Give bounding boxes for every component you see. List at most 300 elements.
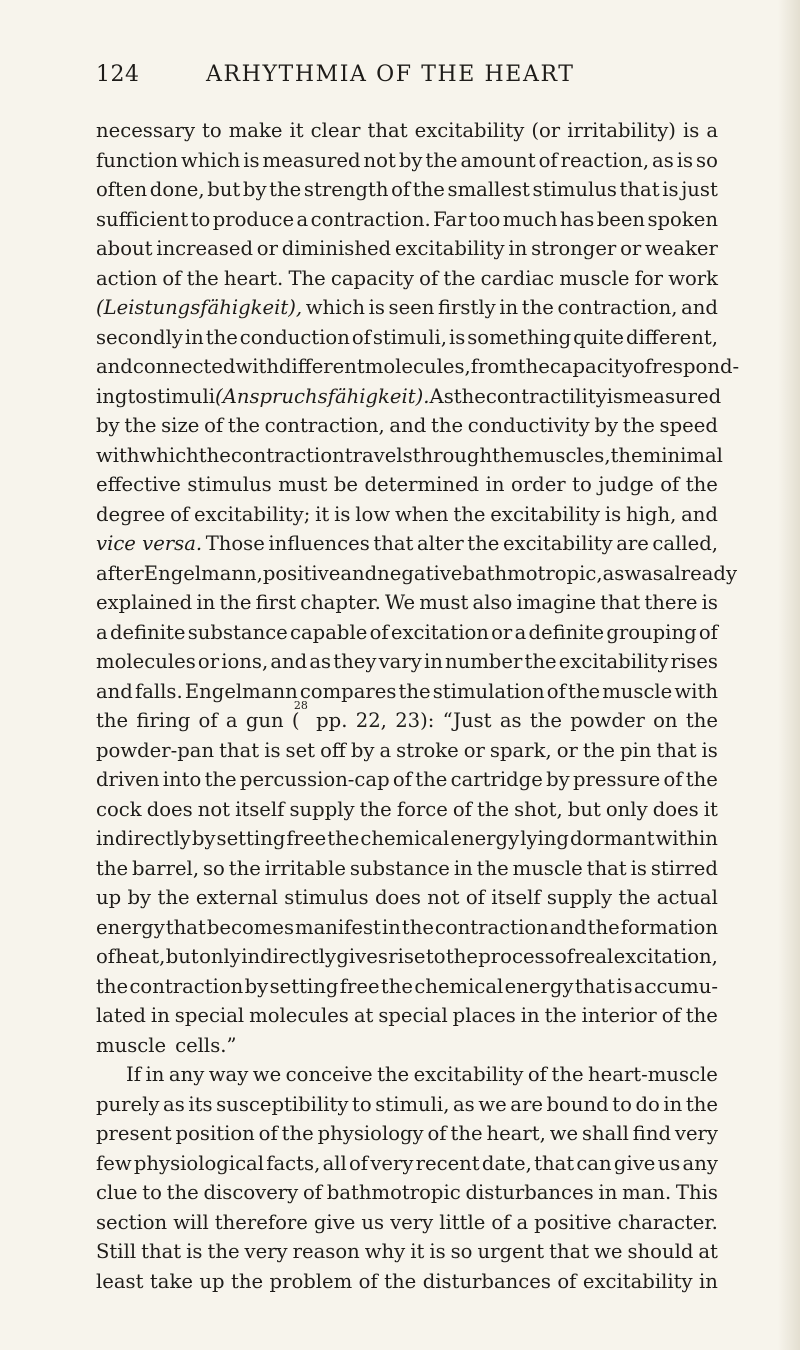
word: too [468, 207, 501, 231]
word: into [162, 768, 202, 791]
word: disturbances [465, 1181, 594, 1204]
word: the [521, 296, 554, 319]
word: driven [96, 768, 160, 791]
text-line [96, 382, 722, 412]
word: gives [336, 945, 388, 968]
word: the [685, 1092, 718, 1116]
text-line [96, 559, 738, 589]
word: does [374, 886, 421, 909]
word: of [204, 414, 224, 437]
text-line [96, 264, 718, 294]
page-number: 124 [96, 62, 140, 87]
word: supply [546, 886, 613, 909]
word: If [126, 1063, 141, 1086]
word: is [186, 1240, 203, 1263]
word: by [242, 178, 267, 201]
word: so [450, 1240, 473, 1263]
word: the [567, 679, 601, 703]
word: they [333, 650, 377, 673]
word: to [202, 119, 222, 142]
word: we [478, 1092, 507, 1116]
word: when [394, 502, 449, 526]
word: travels [344, 443, 413, 467]
word: irritable [264, 856, 346, 880]
word: conduction [239, 325, 350, 349]
word: the [425, 148, 458, 172]
word: and [96, 355, 133, 378]
word: vary [378, 650, 422, 673]
text-line [96, 765, 718, 795]
word: to [612, 1092, 632, 1116]
word: find [632, 1122, 671, 1145]
word: of [663, 768, 683, 791]
text-line [96, 1149, 718, 1179]
word: the [445, 945, 478, 968]
word: the [227, 414, 260, 437]
word: of [527, 1063, 547, 1086]
word: that [373, 532, 414, 555]
word: the [618, 886, 651, 909]
word: that [219, 738, 260, 762]
word: the [467, 532, 500, 555]
word: its [188, 1092, 213, 1116]
word: Still [96, 1240, 137, 1263]
word: stirred [650, 856, 718, 880]
word: with [235, 355, 279, 378]
text-line [96, 323, 718, 353]
word: free [339, 974, 380, 998]
word: of [391, 178, 411, 201]
word: external [195, 886, 278, 909]
word: of [465, 886, 485, 909]
word: way [208, 1063, 249, 1086]
word: stimuli, [372, 325, 447, 349]
word: is [616, 974, 633, 998]
word: number [444, 650, 523, 673]
word: the [231, 1269, 264, 1293]
word: to [127, 384, 148, 408]
word: little [439, 1210, 486, 1234]
word: as [602, 561, 625, 585]
word: As [429, 384, 454, 408]
word: character. [617, 1210, 718, 1234]
word: the [327, 827, 360, 850]
word: it [703, 797, 718, 821]
word: powder-pan [96, 738, 215, 762]
word: very [244, 1240, 288, 1263]
word: the [96, 974, 129, 998]
word: in [150, 1004, 170, 1027]
text-line [96, 913, 718, 943]
word: positive [262, 561, 341, 585]
word: is [368, 296, 385, 319]
word: bathmotropic, [462, 561, 603, 585]
word: as [163, 1092, 185, 1116]
word: stroke [396, 738, 459, 762]
word: energy [504, 974, 574, 998]
word: of [392, 768, 412, 791]
word: The [288, 266, 326, 290]
word: actual [656, 886, 718, 909]
word: of [554, 945, 575, 968]
word: in [663, 1092, 683, 1116]
word: is [701, 738, 718, 762]
word: special [378, 1004, 448, 1027]
word: measured [262, 148, 361, 172]
word: strength [303, 178, 389, 201]
word: facts, [266, 1151, 321, 1175]
word: is [662, 178, 679, 201]
word: molecules, [364, 355, 471, 378]
word: or [620, 237, 642, 260]
word: to [572, 473, 592, 496]
text-line [96, 1060, 718, 1090]
word: date, [481, 1151, 532, 1175]
word-space [166, 1031, 175, 1061]
word: a [516, 1210, 529, 1234]
word: chemical [360, 827, 450, 850]
word: gun [245, 709, 284, 732]
word: muscle [559, 266, 630, 290]
word: stimulus [284, 886, 369, 909]
word: excitability; [193, 502, 311, 526]
word: is [676, 148, 694, 172]
word: very [674, 1122, 718, 1145]
word: of [427, 1122, 447, 1145]
word: of [546, 679, 566, 703]
word: becomes [206, 915, 294, 939]
word: must [419, 591, 469, 614]
word: cells.” [175, 1033, 237, 1057]
word: excitability [413, 1063, 524, 1086]
word: urgent [477, 1240, 545, 1263]
word: been [596, 207, 646, 231]
word: but [165, 945, 199, 968]
word: heat, [115, 945, 166, 968]
word: by [398, 148, 423, 172]
word: shot, [514, 797, 563, 821]
word: is [682, 119, 700, 142]
word: the [443, 266, 476, 290]
word: the [186, 266, 219, 290]
word: by [594, 414, 619, 437]
word: respond- [651, 355, 740, 378]
word: section [96, 1210, 168, 1234]
word: the [685, 1004, 718, 1027]
word: excitability [490, 502, 601, 526]
word: and [270, 650, 308, 673]
word: for [634, 266, 664, 290]
text-line [96, 470, 718, 500]
word: is [448, 325, 466, 349]
word: after [96, 561, 144, 585]
text-line [96, 205, 718, 235]
word: stimulation [432, 679, 545, 703]
word: ing [96, 384, 128, 408]
word: so [696, 148, 718, 172]
word: from [470, 355, 518, 378]
word: different, [625, 325, 718, 349]
word: a [514, 620, 527, 644]
word: as [499, 709, 522, 732]
word: high, [626, 502, 677, 526]
word: to [190, 207, 211, 231]
word: contraction [129, 974, 244, 998]
word: of [96, 945, 116, 968]
word: compares [299, 679, 397, 703]
word: the [124, 414, 157, 437]
word: the [685, 768, 718, 791]
word: the [377, 1063, 410, 1086]
word: muscles, [524, 443, 611, 467]
text-line [96, 618, 718, 648]
word: produce [212, 207, 295, 231]
word: Engelmann [184, 679, 298, 703]
word: of [369, 620, 389, 644]
word: size [161, 414, 200, 437]
word: (Leistungsfähigkeit), [96, 296, 303, 319]
word: physiology [317, 1122, 424, 1145]
word: itself [491, 886, 541, 909]
word: very [390, 1210, 434, 1234]
word: contraction, [264, 414, 385, 437]
word: us [361, 1210, 385, 1234]
word: make [228, 119, 283, 142]
word: influences [268, 532, 370, 555]
word: can [576, 1151, 612, 1175]
word: by [350, 738, 375, 762]
word: determined [364, 473, 480, 496]
word: or [463, 738, 485, 762]
word: set [285, 738, 316, 762]
word: do [635, 1092, 660, 1116]
word: spoken [647, 207, 718, 231]
word: the [587, 915, 620, 939]
word: about [96, 237, 153, 260]
word: energy [96, 915, 165, 939]
word: the [157, 886, 190, 909]
word: off [320, 738, 346, 762]
text-line [96, 1178, 718, 1208]
word: the [622, 414, 655, 437]
text-line [96, 441, 723, 471]
word: least [96, 1269, 144, 1293]
word: or [491, 620, 513, 644]
text-line [96, 795, 718, 825]
word: the [453, 502, 486, 526]
word: are [510, 1092, 543, 1116]
word: as [309, 650, 332, 673]
word: the [219, 591, 252, 614]
page-edge-shadow [778, 0, 800, 1350]
word: barrel, [132, 856, 200, 880]
word: any [168, 1063, 205, 1086]
word: the [685, 473, 718, 496]
word: and [681, 296, 718, 319]
word: muscle [96, 1033, 167, 1057]
word: of [198, 709, 218, 732]
word: smallest [447, 178, 530, 201]
word: the [198, 443, 231, 467]
word: accumu- [633, 974, 718, 998]
word: reaction, [560, 148, 650, 172]
word: will [173, 1210, 209, 1234]
word: dormant [569, 827, 655, 850]
word: of [302, 1181, 323, 1204]
word: of [632, 355, 652, 378]
word: first [255, 591, 296, 614]
word: so [202, 856, 225, 880]
word: that [574, 974, 615, 998]
word: This [675, 1181, 718, 1204]
word: heart, [486, 1122, 546, 1145]
word: excitability [558, 650, 669, 673]
word: that [549, 1240, 590, 1263]
word: excitability [582, 1269, 693, 1293]
word: speed [659, 414, 718, 437]
word: powder [570, 709, 645, 732]
word: also [472, 591, 513, 614]
word: that [534, 1151, 575, 1175]
running-title: ARHYTHMIA OF THE HEART [206, 62, 575, 87]
word: which [305, 296, 365, 319]
word: but [567, 797, 601, 821]
word: in [508, 237, 528, 260]
word: bound [546, 1092, 609, 1116]
citation-superscript: 28 [293, 699, 308, 712]
word: in [499, 296, 519, 319]
word: there [644, 591, 698, 614]
word: interior [581, 1004, 657, 1027]
word: that [586, 856, 627, 880]
word: to [425, 945, 446, 968]
word: the [228, 856, 261, 880]
word: we [549, 1122, 579, 1145]
word: stimulus [187, 473, 272, 496]
word: with [674, 679, 718, 703]
word: present [96, 1122, 172, 1145]
word: indirectly [96, 827, 191, 850]
word: contraction, [557, 296, 678, 319]
word: action [96, 266, 158, 290]
word: the [544, 1004, 577, 1027]
word: should [627, 1240, 694, 1263]
word: the [430, 414, 464, 437]
word: free [286, 827, 327, 850]
word: by [127, 886, 152, 909]
word: in [453, 856, 473, 880]
word: of [452, 797, 472, 821]
word: firing [136, 709, 191, 732]
word: function [96, 148, 179, 172]
word: and [549, 915, 587, 939]
word: only [605, 797, 648, 821]
word: something [467, 325, 572, 349]
word: does [146, 797, 193, 821]
word: by [191, 827, 216, 850]
text-line [96, 175, 718, 205]
word: definite [109, 620, 186, 644]
word: contractility [485, 384, 607, 408]
word: capacity [549, 355, 633, 378]
word: a [96, 620, 108, 644]
word: excitation [390, 620, 489, 644]
word: of [162, 266, 182, 290]
word: sufficient [96, 207, 189, 231]
word: the [384, 1269, 417, 1293]
word: purely [96, 1092, 160, 1116]
word: in [699, 1269, 718, 1293]
word: in [598, 1181, 618, 1204]
word: in [520, 1004, 540, 1027]
word: or [256, 237, 278, 260]
word: necessary [96, 119, 196, 142]
text-line [96, 500, 718, 530]
word: diminished [281, 237, 392, 260]
word: vice versa. [96, 532, 203, 555]
word: 23): [395, 709, 435, 732]
word: clue [96, 1181, 138, 1204]
word: the [415, 768, 448, 791]
word: does [652, 797, 699, 821]
word: quite [573, 325, 625, 349]
word: the [281, 1122, 314, 1145]
word: of [491, 1210, 511, 1234]
word: definite [528, 620, 605, 644]
word: secondly [96, 325, 183, 349]
word: cock [96, 797, 142, 821]
word: ( [291, 709, 300, 732]
word: excitability [414, 119, 525, 142]
word: low [355, 502, 391, 526]
word: minimal [642, 443, 723, 467]
body-text [96, 116, 740, 1296]
word: it [289, 119, 304, 142]
word: Engelmann, [143, 561, 263, 585]
word: Those [205, 532, 265, 555]
running-head [96, 62, 716, 92]
word: not [197, 797, 231, 821]
word: not [363, 148, 396, 172]
word: irritability) [567, 119, 676, 142]
word: by [244, 974, 269, 998]
word: in [145, 1063, 165, 1086]
word: the [269, 178, 302, 201]
text-line [96, 1001, 718, 1031]
word: the [524, 650, 557, 673]
word: us [657, 1151, 681, 1175]
text-line [96, 1267, 718, 1297]
word: in [423, 650, 443, 673]
word: to [352, 1092, 372, 1116]
word: rise [388, 945, 426, 968]
word: up [199, 1269, 225, 1293]
word: much [502, 207, 558, 231]
word: and [681, 502, 718, 526]
word: the [96, 709, 129, 732]
word: why [364, 1240, 406, 1263]
word: of [351, 325, 371, 349]
word: order [510, 473, 566, 496]
word: imagine [516, 591, 597, 614]
word: contraction. [310, 207, 431, 231]
word: different [278, 355, 365, 378]
word: disturbances [422, 1269, 551, 1293]
word: (Anspruchsfähigkeit). [215, 384, 430, 408]
word: increased [156, 237, 253, 260]
word: percussion-cap [239, 768, 390, 791]
text-line [96, 234, 718, 264]
